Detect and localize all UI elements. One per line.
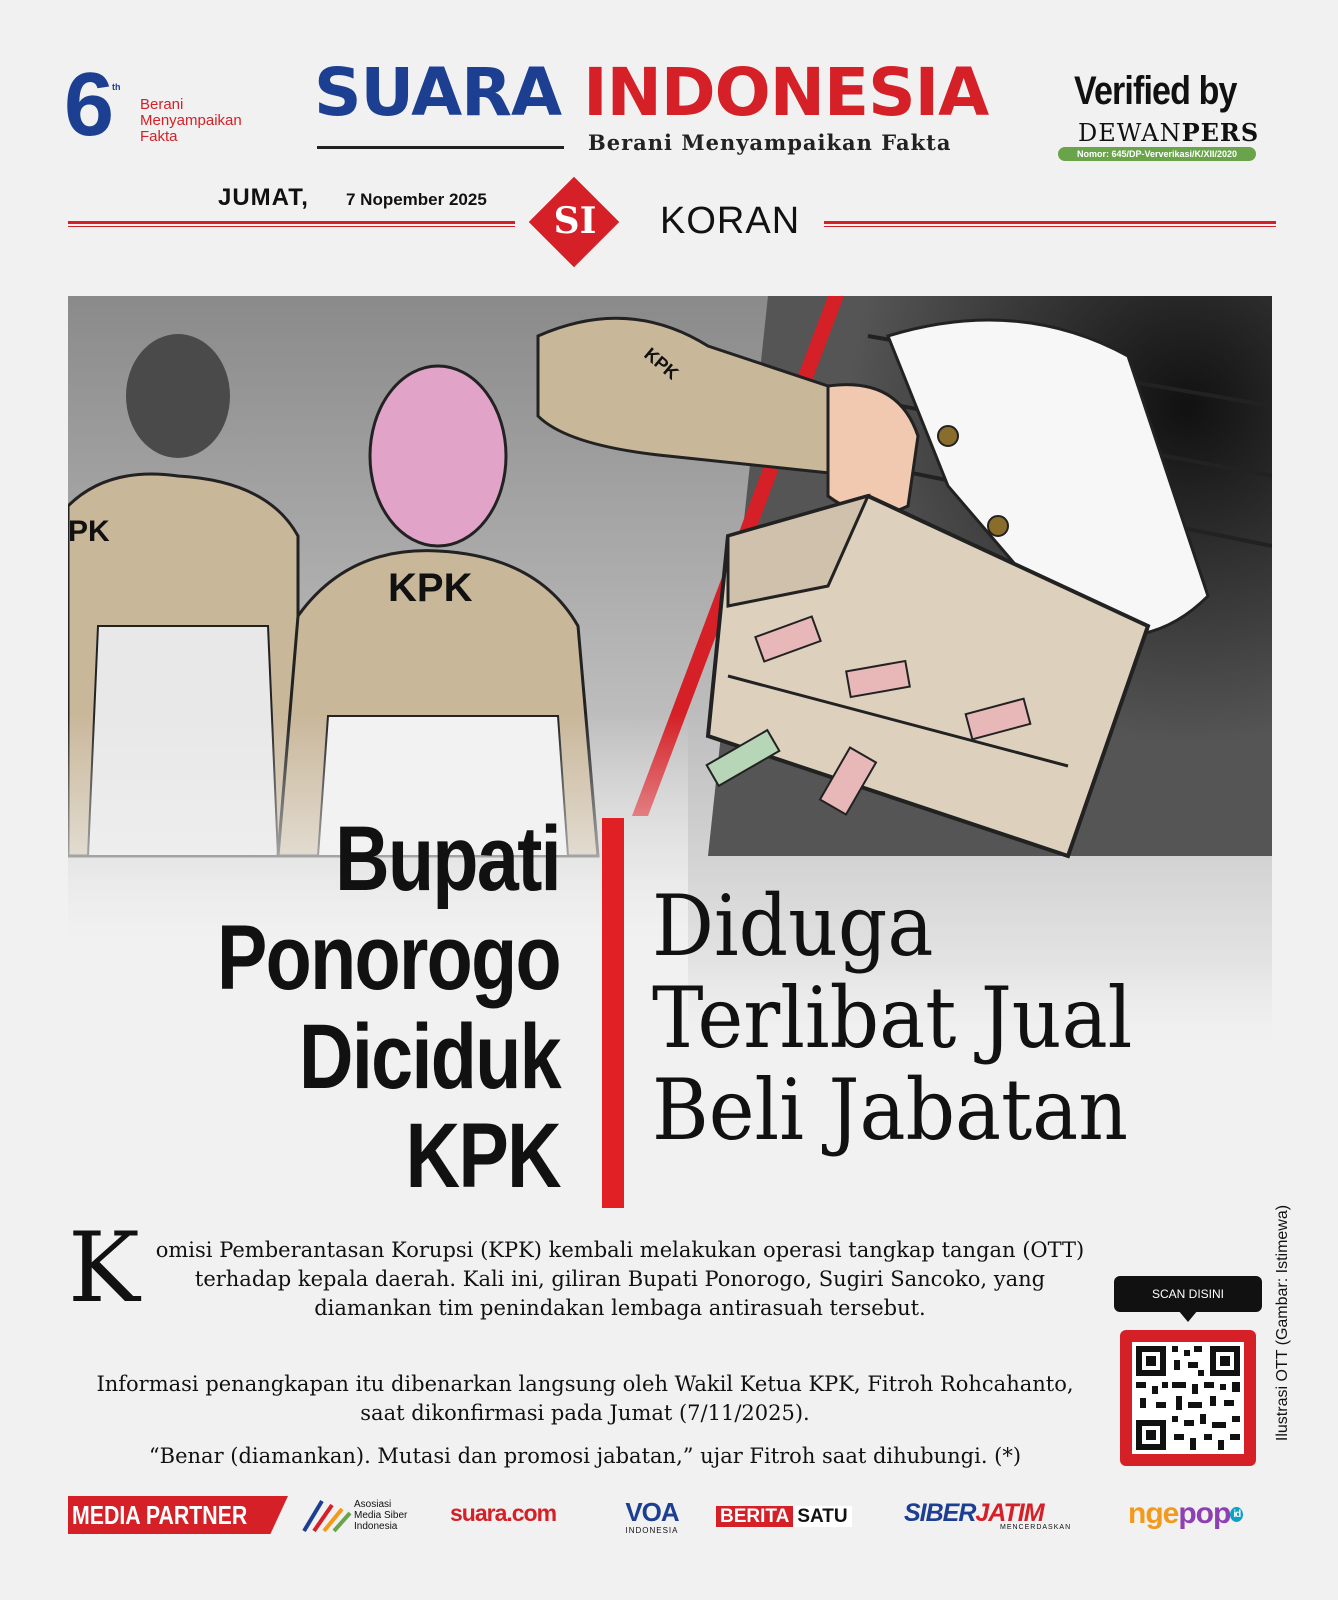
scan-arrow-icon: [1178, 1310, 1198, 1322]
partner-suara-logo[interactable]: suara.com: [450, 1500, 557, 1526]
voa-mark: VOA: [625, 1497, 679, 1527]
voa-sub: INDONESIA: [625, 1526, 679, 1535]
partner-amsi-logo[interactable]: [302, 1497, 427, 1537]
ngepop-part1: nge: [1128, 1497, 1179, 1530]
image-caption: Ilustrasi OTT (Gambar: Istimewa): [1274, 1204, 1291, 1442]
header-rule-left: [68, 221, 515, 224]
berita-part2: SATU: [793, 1506, 851, 1527]
anniversary-suffix: th: [112, 82, 121, 92]
masthead-divider: [317, 146, 564, 149]
media-partner-label: MEDIA PARTNER: [72, 1500, 248, 1530]
headline-sub-line: Diduga: [652, 877, 934, 975]
header-rule-left-thin: [68, 226, 515, 227]
dewan-pers-logo: DEWANPERS: [1078, 118, 1260, 147]
siberjatim-tagline: MENCERDASKAN: [1000, 1524, 1072, 1531]
headline-divider-bar: [602, 818, 624, 1208]
masthead-logo: SUARA INDONESIA: [314, 54, 989, 131]
qr-code-graphic: [1132, 1342, 1244, 1454]
partner-ngepop-logo[interactable]: [1128, 1498, 1243, 1531]
headline-sub-line: Terlibat Jual: [652, 969, 1133, 1067]
ngepop-part2: pop: [1178, 1497, 1231, 1530]
siber-part1: SIBER: [904, 1499, 976, 1527]
masthead-tagline: Berani Menyampaikan Fakta: [588, 130, 952, 155]
scan-label: SCAN DISINI: [1114, 1276, 1262, 1312]
headline-sub: [652, 877, 1222, 1159]
section-label: KORAN: [660, 200, 801, 242]
ngepop-id-badge: id: [1230, 1507, 1243, 1522]
headline-main-line: KPK: [405, 1105, 560, 1207]
article-paragraph: Informasi penangkapan itu dibenarkan langsung oleh Wakil Ketua KPK, Fitroh Rohcahanto, saat dikonfirmasi pada Jumat (7/11/2025).: [96, 1372, 1074, 1425]
amsi-line: Asosiasi: [354, 1499, 392, 1510]
berita-part1: BERITA: [716, 1506, 793, 1527]
partner-siberjatim-logo[interactable]: [904, 1500, 1044, 1526]
edition-date: 7 Nopember 2025: [346, 190, 487, 209]
siber-part2: JATIM: [975, 1499, 1044, 1527]
partner-beritasatu-logo[interactable]: [716, 1504, 852, 1530]
amsi-line: Media Siber: [354, 1510, 408, 1521]
verified-label: Verified by: [1074, 69, 1237, 113]
header-rule-right-thin: [824, 226, 1276, 227]
article-paragraph: omisi Pemberantasan Korupsi (KPK) kembali melakukan operasi tangkap tangan (OTT) terhadap kepala daerah. Kali ini, giliran Bupati Ponorogo, Sugiri Sancoko, yang diamankan tim penindakan lembaga antirasuah tersebut.: [155, 1238, 1085, 1320]
edition-day: JUMAT,: [218, 184, 309, 211]
headline-main-line: Bupati: [335, 808, 560, 910]
headline-main: [183, 810, 560, 1206]
amsi-text: [354, 1499, 407, 1532]
anniversary-number: 6: [64, 55, 112, 155]
headline-sub-line: Beli Jabatan: [652, 1061, 1129, 1159]
amsi-line: Indonesia: [354, 1521, 398, 1532]
header-rule-right: [824, 221, 1276, 224]
article-quote: “Benar (diamankan). Mutasi dan promosi jabatan,” ujar Fitroh saat dihubungi. (*): [148, 1444, 1022, 1468]
drop-cap: K: [68, 1212, 140, 1324]
headline-main-line: Diciduk: [298, 1006, 560, 1108]
si-logo-text: SI: [553, 200, 597, 242]
verification-number: Nomor: 645/DP-Ververikasi/K/XII/2020: [1058, 147, 1256, 161]
amsi-icon: [302, 1497, 352, 1533]
anniversary-tagline: Berani Menyampaikan Fakta: [140, 96, 242, 145]
headline-main-line: Ponorogo: [216, 907, 561, 1009]
partner-voa-logo[interactable]: [612, 1498, 692, 1538]
qr-code-icon[interactable]: [1132, 1342, 1244, 1454]
